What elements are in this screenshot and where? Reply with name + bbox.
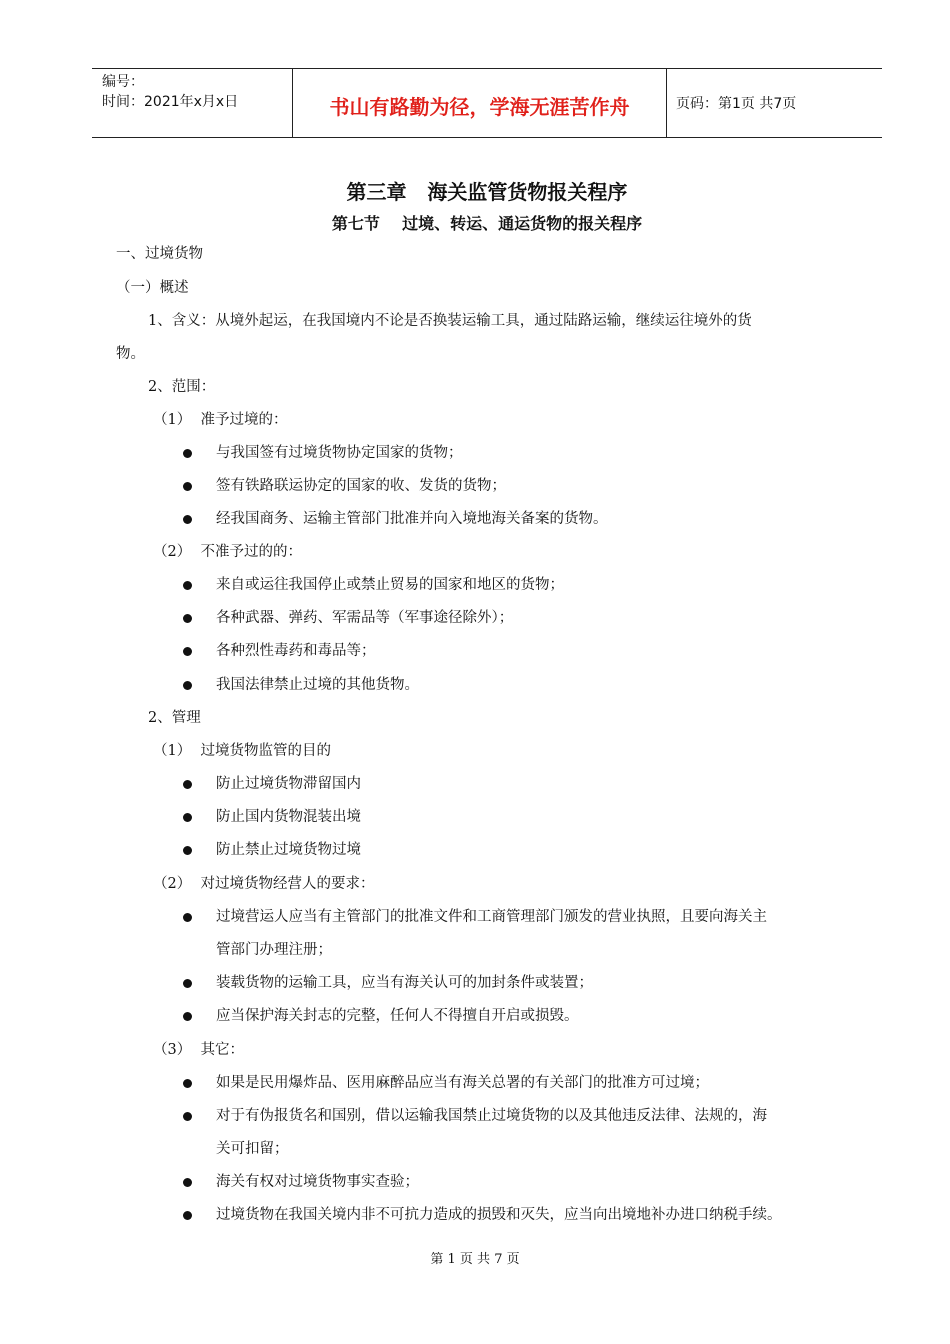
subheading-permitted: （1） 准予过境的： (153, 412, 288, 428)
bullet-dot (183, 913, 192, 922)
heading-management: 2、管理 (148, 710, 201, 726)
list-item: 过境营运人应当有主管部门的批准文件和工商管理部门颁发的营业执照，且要向海关主 (216, 909, 767, 925)
bullet-dot (183, 979, 192, 988)
subheading-others: （3） 其它： (153, 1042, 244, 1058)
bullet-dot (183, 1178, 192, 1187)
list-item: 防止过境货物滞留国内 (216, 776, 361, 792)
bullet-dot (183, 614, 192, 623)
list-item: 海关有权对过境货物事实查验； (216, 1174, 419, 1190)
chapter-title: 第三章 海关监管货物报关程序 (346, 180, 628, 204)
bullet-dot (183, 1079, 192, 1088)
list-item-cont: 关可扣留； (216, 1141, 289, 1157)
list-item: 各种烈性毒药和毒品等； (216, 643, 376, 659)
bullet-dot (183, 813, 192, 822)
header-info-cell (92, 69, 292, 137)
time-label: 时间：2021年x月x日 (102, 94, 239, 110)
list-item: 防止国内货物混装出境 (216, 809, 361, 825)
bullet-dot (183, 482, 192, 491)
list-item: 我国法律禁止过境的其他货物。 (216, 677, 419, 693)
list-item: 各种武器、弹药、军需品等（军事途径除外）； (216, 610, 514, 626)
bullet-dot (183, 515, 192, 524)
footer-page-number: 第 1 页 共 7 页 (430, 1252, 520, 1267)
bullet-dot (183, 681, 192, 690)
list-item: 应当保护海关封志的完整，任何人不得擅自开启或损毁。 (216, 1008, 579, 1024)
list-item: 过境货物在我国关境内非不可抗力造成的损毁和灭失，应当向出境地补办进口纳税手续。 (216, 1207, 782, 1223)
list-item: 对于有伪报货名和国别，借以运输我国禁止过境货物的以及其他违反法律、法规的，海 (216, 1108, 767, 1124)
bullet-dot (183, 581, 192, 590)
bullet-dot (183, 780, 192, 789)
subheading-operator-requirements: （2） 对过境货物经营人的要求： (153, 876, 375, 892)
bullet-dot (183, 449, 192, 458)
heading-overview: （一）概述 (116, 280, 189, 296)
list-item: 如果是民用爆炸品、医用麻醉品应当有海关总署的有关部门的批准方可过境； (216, 1075, 709, 1091)
list-item: 签有铁路联运协定的国家的收、发货的货物； (216, 478, 506, 494)
header-motto-cell (292, 69, 667, 137)
subheading-prohibited: （2） 不准予过的的： (153, 544, 302, 560)
page-code: 页码：第1页 共7页 (676, 96, 797, 112)
list-item: 与我国签有过境货物协定国家的货物； (216, 445, 463, 461)
list-item: 经我国商务、运输主管部门批准并向入境地海关备案的货物。 (216, 511, 608, 527)
heading-transit-goods: 一、过境货物 (116, 246, 203, 262)
list-item-cont: 管部门办理注册； (216, 942, 332, 958)
number-label: 编号： (102, 74, 144, 90)
bullet-dot (183, 846, 192, 855)
list-item: 装载货物的运输工具，应当有海关认可的加封条件或装置； (216, 975, 593, 991)
bullet-dot (183, 1112, 192, 1121)
list-item: 来自或运往我国停止或禁止贸易的国家和地区的货物； (216, 577, 564, 593)
bullet-dot (183, 647, 192, 656)
heading-scope: 2、范围： (148, 379, 216, 395)
header-page-cell (666, 69, 882, 137)
header-table (92, 68, 882, 138)
motto: 书山有路勤为径，学海无涯苦作舟 (329, 95, 630, 119)
bullet-dot (183, 1211, 192, 1220)
paragraph-definition: 1、含义：从境外起运，在我国境内不论是否换装运输工具，通过陆路运输，继续运往境外的货 (148, 313, 752, 329)
paragraph-definition-cont: 物。 (116, 346, 145, 362)
bullet-dot (183, 1012, 192, 1021)
subheading-purpose: （1） 过境货物监管的目的 (153, 743, 331, 759)
section-title: 第七节 过境、转运、通运货物的报关程序 (331, 214, 643, 233)
list-item: 防止禁止过境货物过境 (216, 842, 361, 858)
